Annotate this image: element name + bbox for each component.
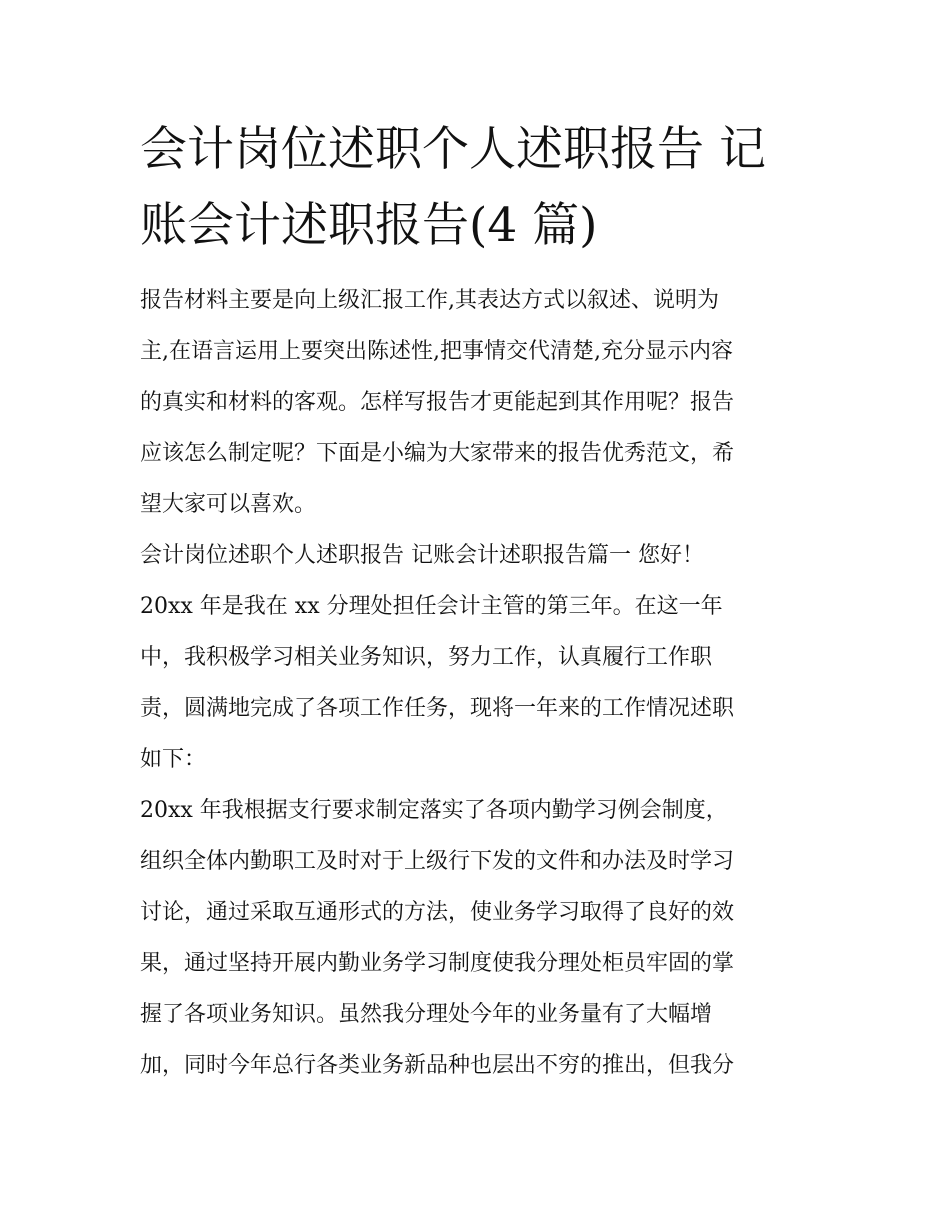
- text-line: 20xx 年我根据支行要求制定落实了各项内勤学习例会制度，: [140, 798, 728, 823]
- text-line: 主,在语言运用上要突出陈述性,把事情交代清楚,充分显示内容: [140, 339, 733, 364]
- title-line: 账会计述职报告(4 篇): [140, 198, 598, 253]
- title-line: 会计岗位述职个人述职报告 记: [140, 122, 766, 177]
- text-line: 握了各项业务知识。虽然我分理处今年的业务量有了大幅增: [140, 1002, 713, 1027]
- text-line: 中，我积极学习相关业务知识，努力工作，认真履行工作职: [140, 645, 713, 670]
- text-line: 讨论，通过采取互通形式的方法，使业务学习取得了良好的效: [140, 900, 735, 925]
- text-line: 应该怎么制定呢？下面是小编为大家带来的报告优秀范文，希: [140, 441, 735, 466]
- text-line: 加，同时今年总行各类业务新品种也层出不穷的推出，但我分: [140, 1053, 735, 1078]
- text-line: 会计岗位述职个人述职报告 记账会计述职报告篇一 您好！: [140, 543, 704, 568]
- text-line: 报告材料主要是向上级汇报工作,其表达方式以叙述、说明为: [140, 288, 719, 313]
- text-line: 责，圆满地完成了各项工作任务，现将一年来的工作情况述职: [140, 696, 735, 721]
- text-line: 的真实和材料的客观。怎样写报告才更能起到其作用呢？报告: [140, 390, 735, 415]
- document-title: [140, 112, 820, 264]
- text-line: 组织全体内勤职工及时对于上级行下发的文件和办法及时学习: [140, 849, 735, 874]
- text-line: 果，通过坚持开展内勤业务学习制度使我分理处柜员牢固的掌: [140, 951, 735, 976]
- document-body: [140, 275, 820, 1091]
- text-line: 20xx 年是我在 xx 分理处担任会计主管的第三年。在这一年: [140, 594, 723, 619]
- text-line: 望大家可以喜欢。: [140, 492, 317, 517]
- text-line: 如下：: [140, 747, 207, 772]
